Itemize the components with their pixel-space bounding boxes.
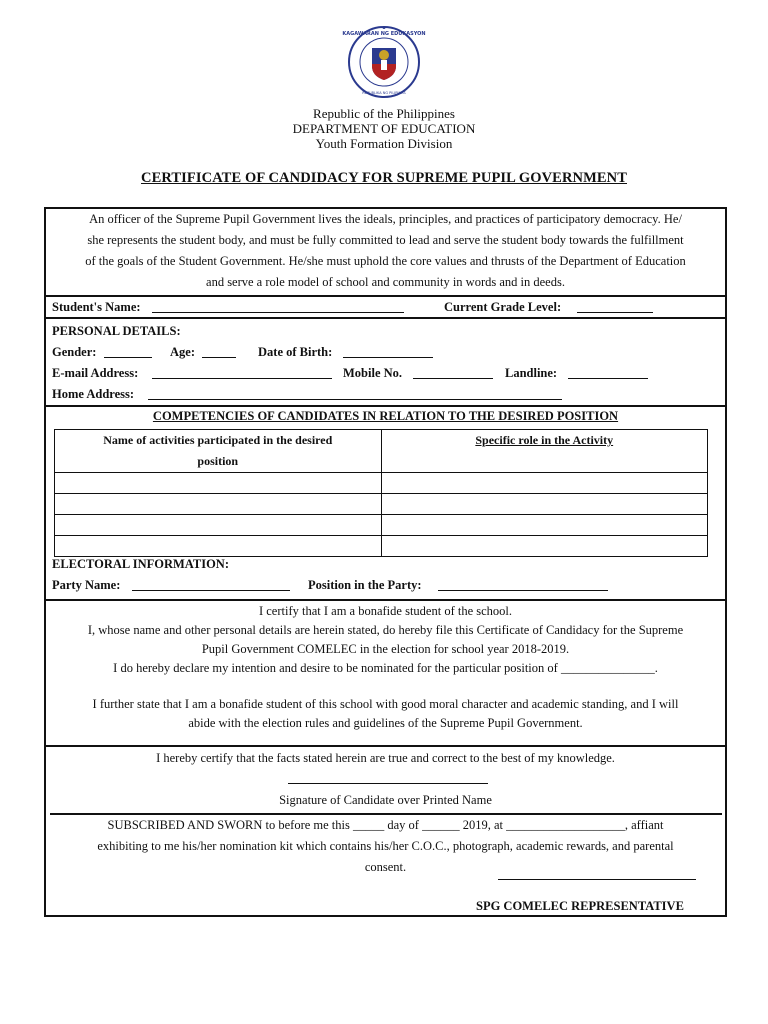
intro-section bbox=[46, 209, 725, 295]
landline-label: Landline: bbox=[505, 366, 558, 380]
party-position-field[interactable] bbox=[438, 579, 608, 591]
student-row bbox=[46, 295, 725, 317]
activity-cell[interactable] bbox=[55, 494, 382, 515]
form-box bbox=[44, 207, 727, 917]
header-republic: Republic of the Philippines bbox=[313, 106, 455, 121]
seal-text-bottom: REPUBLIKA NG PILIPINAS bbox=[362, 91, 406, 95]
activities-header-line: position bbox=[197, 454, 239, 468]
table-row bbox=[55, 473, 708, 494]
role-cell[interactable] bbox=[381, 473, 708, 494]
student-name-label: Student's Name: bbox=[52, 300, 141, 314]
intro-line: An officer of the Supreme Pupil Government lives the ideals, principles, and practices of participatory democracy. He/ bbox=[89, 212, 682, 226]
sworn-line: exhibiting to me his/her nomination kit which contains his/her C.O.C., photograph, academic rewards, and parental bbox=[97, 839, 674, 853]
student-name-field[interactable] bbox=[152, 301, 404, 313]
activities-column-header bbox=[55, 430, 382, 473]
activity-cell[interactable] bbox=[55, 473, 382, 494]
party-position-label: Position in the Party: bbox=[308, 578, 422, 592]
personal-details-section bbox=[46, 317, 725, 405]
candidate-signature-label: Signature of Candidate over Printed Name bbox=[279, 793, 492, 807]
competencies-section bbox=[46, 405, 725, 599]
intro-line: she represents the student body, and must be fully committed to lead and serve the student body towards the fulfillment bbox=[87, 233, 684, 247]
table-row bbox=[55, 536, 708, 557]
email-field[interactable] bbox=[152, 367, 332, 379]
home-address-field[interactable] bbox=[148, 388, 562, 400]
representative-label: SPG COMELEC REPRESENTATIVE bbox=[476, 899, 684, 913]
table-row bbox=[55, 494, 708, 515]
sworn-line: SUBSCRIBED AND SWORN to before me this _____ day of ______ 2019, at ___________________, affiant bbox=[107, 818, 664, 832]
sworn-statement bbox=[46, 815, 725, 878]
deped-seal-logo bbox=[332, 24, 436, 100]
mobile-field[interactable] bbox=[413, 367, 493, 379]
party-name-field[interactable] bbox=[132, 579, 290, 591]
table-row bbox=[55, 515, 708, 536]
dob-label: Date of Birth: bbox=[258, 345, 333, 359]
gender-label: Gender: bbox=[52, 345, 97, 359]
role-cell[interactable] bbox=[381, 515, 708, 536]
competencies-heading: COMPETENCIES OF CANDIDATES IN RELATION TO THE DESIRED POSITION bbox=[152, 409, 619, 423]
landline-field[interactable] bbox=[568, 367, 648, 379]
grade-level-label: Current Grade Level: bbox=[444, 300, 562, 314]
activities-header-line: Name of activities participated in the desired bbox=[103, 433, 333, 447]
email-label: E-mail Address: bbox=[52, 366, 139, 380]
intro-line: of the goals of the Student Government. He/she must uphold the core values and thrusts of the Department of Education bbox=[85, 254, 686, 268]
header-division: Youth Formation Division bbox=[315, 136, 453, 151]
certification-line: Pupil Government COMELEC in the election for school year 2018-2019. bbox=[201, 642, 570, 656]
activity-cell[interactable] bbox=[55, 515, 382, 536]
grade-level-field[interactable] bbox=[577, 301, 653, 313]
party-name-label: Party Name: bbox=[52, 578, 121, 592]
representative-signature-line[interactable] bbox=[498, 879, 696, 880]
home-address-label: Home Address: bbox=[52, 387, 135, 401]
form-title: CERTIFICATE OF CANDIDACY FOR SUPREME PUPIL GOVERNMENT bbox=[141, 170, 627, 186]
dob-field[interactable] bbox=[343, 346, 433, 358]
seal-text-top: KAGAWARAN NG EDUKASYON bbox=[342, 31, 426, 37]
certification-section bbox=[46, 599, 725, 745]
certification-line: I certify that I am a bonafide student of the school. bbox=[258, 604, 513, 618]
intro-line: and serve a role model of school and community in words and in deeds. bbox=[206, 275, 565, 289]
certification-line: abide with the election rules and guidelines of the Supreme Pupil Government. bbox=[188, 716, 583, 730]
age-label: Age: bbox=[170, 345, 195, 359]
role-header-text: Specific role in the Activity bbox=[475, 433, 614, 447]
gender-field[interactable] bbox=[104, 346, 152, 358]
candidate-signature-line[interactable] bbox=[288, 783, 488, 784]
header-department: DEPARTMENT OF EDUCATION bbox=[292, 121, 476, 136]
table-header-row bbox=[55, 430, 708, 473]
oath-section bbox=[46, 745, 725, 915]
electoral-info-heading: ELECTORAL INFORMATION: bbox=[52, 557, 229, 571]
activity-cell[interactable] bbox=[55, 536, 382, 557]
oath-line: I hereby certify that the facts stated herein are true and correct to the best of my knowledge. bbox=[156, 751, 615, 765]
certification-line: I, whose name and other personal details are herein stated, do hereby file this Certificate of Candidacy for the Supreme bbox=[87, 623, 684, 637]
personal-details-heading: PERSONAL DETAILS: bbox=[52, 324, 181, 338]
certification-line: I further state that I am a bonafide student of this school with good moral character and academic standing, and I will bbox=[92, 697, 679, 711]
role-column-header bbox=[381, 430, 708, 473]
age-field[interactable] bbox=[202, 346, 236, 358]
certification-line: I do hereby declare my intention and desire to be nominated for the particular position of _______________. bbox=[113, 661, 658, 675]
competencies-table bbox=[54, 429, 708, 557]
role-cell[interactable] bbox=[381, 494, 708, 515]
sworn-line: consent. bbox=[364, 860, 407, 874]
mobile-label: Mobile No. bbox=[343, 366, 403, 380]
role-cell[interactable] bbox=[381, 536, 708, 557]
